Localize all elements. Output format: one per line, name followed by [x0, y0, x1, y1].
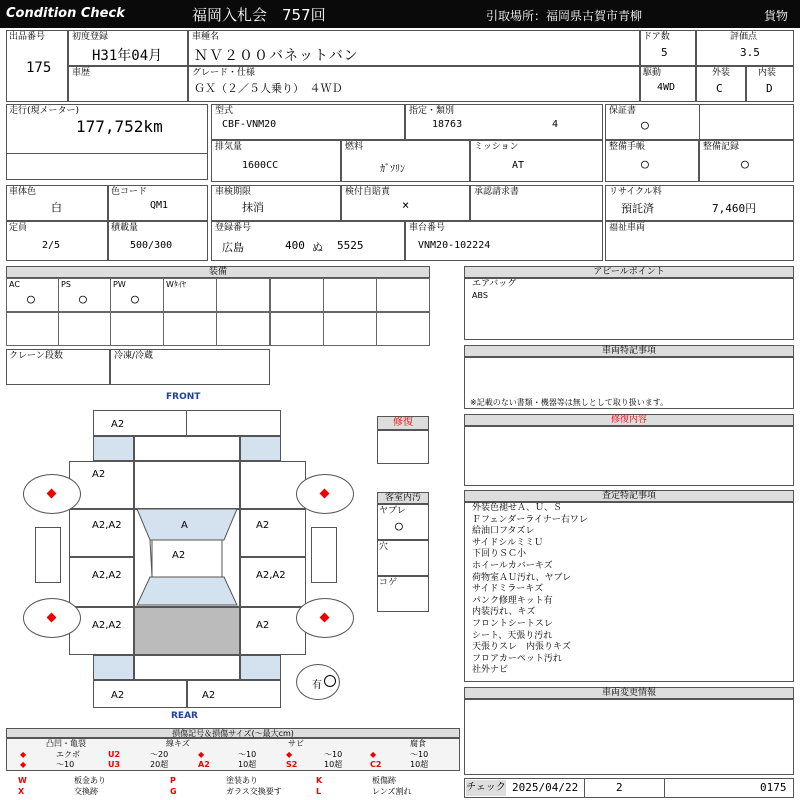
header-category: 貨物 — [764, 9, 789, 23]
inspect-line: 天張りスレ 内張りキズ — [472, 642, 571, 653]
inspect-line: 下回りＳＣ小 — [472, 549, 527, 560]
check-date: 2025/04/22 — [512, 781, 579, 794]
freezer-label: 冷凍/冷蔵 — [114, 351, 154, 361]
legend-text: 10超 — [238, 760, 257, 769]
legend-key-text: 板傷跡 — [372, 776, 396, 785]
appeal-line-1: エアバッグ — [472, 279, 517, 289]
capacity-label: 定員 — [9, 223, 28, 233]
load-label: 積載量 — [111, 223, 139, 233]
reg-no-area: 広島 — [222, 241, 244, 254]
room-yabure-label: ヤブレ — [379, 506, 406, 516]
check-divider-2 — [664, 778, 665, 798]
load-value: 500/300 — [130, 240, 173, 251]
legend-text: 〜10 — [56, 760, 75, 769]
legend-symbol: S2 — [286, 760, 298, 769]
repair-box — [377, 430, 429, 464]
inspect-line: 荷物室ＡＵ汚れ、ヤブレ — [472, 572, 572, 583]
equip-value: ○ — [131, 292, 139, 307]
legend-key-text: 交換跡 — [74, 787, 98, 796]
displacement-label: 排気量 — [215, 142, 243, 152]
color-code-label: 色コード — [111, 187, 148, 197]
mark-rear-right: A2 — [202, 690, 216, 701]
inspect-line: Ｆフェンダーライナー右ワレ — [472, 514, 588, 525]
interior-label: 内装 — [758, 68, 777, 78]
mark-quarter-left: A2,A2 — [92, 620, 122, 631]
header-pickup: 引取場所：福岡県古賀市青柳 — [486, 9, 643, 23]
mark-quarter-right: A2 — [256, 620, 270, 631]
equip-label: Wﾀｲﾔ — [166, 280, 186, 289]
roof-panel — [152, 540, 222, 577]
doors-label: ドア数 — [643, 32, 670, 42]
drive-label: 駆動 — [643, 68, 662, 78]
reg-no-number: 5525 — [337, 239, 364, 252]
legend-text: 20超 — [150, 760, 169, 769]
tax-label: 検付自賠責 — [345, 187, 391, 197]
score-value: 3.5 — [740, 46, 760, 59]
model-value: CBF-VNM20 — [222, 119, 277, 130]
check-code: 0175 — [760, 781, 787, 794]
legend-key-text: 板金あり — [74, 776, 106, 785]
exterior-value: C — [716, 82, 723, 95]
frame-value: VNM20-102224 — [418, 240, 491, 251]
legend-text: 〜10 — [238, 750, 257, 759]
inspect-line: フロントシートスレ — [472, 619, 553, 629]
equip-value: ○ — [27, 292, 35, 307]
manual-label: 整備手帳 — [609, 142, 646, 152]
displacement-value: 1600CC — [242, 160, 279, 171]
warranty-divider — [699, 104, 700, 140]
interior-value: D — [766, 82, 773, 95]
mark-door-left-front: A2,A2 — [92, 520, 122, 531]
equip-title: 装備 — [6, 266, 430, 278]
mark-fender-left: A2 — [92, 469, 106, 480]
record-value: ○ — [741, 157, 749, 172]
equip-cell — [376, 278, 430, 312]
car-name-label: 車種名 — [192, 32, 220, 42]
spare-label: 有 — [312, 680, 322, 691]
legend-head: 線キズ — [166, 739, 190, 748]
warranty-label: 保証書 — [609, 106, 637, 116]
legend-key-text: 塗装あり — [226, 776, 258, 785]
lot-value: 175 — [26, 60, 52, 76]
legend-symbol: ◆ — [370, 750, 377, 759]
equip-cell-empty — [376, 312, 430, 346]
grade-label: グレード・仕様 — [192, 68, 256, 78]
drive-value: 4WD — [657, 82, 676, 93]
manual-value: ○ — [641, 157, 649, 172]
history-label: 車歴 — [72, 68, 91, 78]
room-title: 客室内汚 — [377, 492, 429, 504]
inspect-line: 給油口フタズレ — [472, 526, 535, 537]
mark-glass: A — [181, 520, 188, 531]
inspect-line: サイドミラーキズ — [472, 584, 544, 595]
designation-v1: 18763 — [432, 119, 463, 130]
mission-label: ミッション — [474, 142, 519, 152]
record-label: 整備記録 — [703, 142, 740, 152]
legend-head: サビ — [288, 739, 304, 748]
mileage-label: 走行(現メーター) — [9, 106, 80, 116]
inspection-label: 車検期限 — [215, 187, 252, 197]
fuel-label: 燃料 — [345, 142, 364, 152]
inspect-line: 内装汚れ、キズ — [472, 607, 536, 618]
header-auction: 福岡入札会 757回 — [192, 6, 326, 24]
repair-content-body — [464, 426, 794, 486]
reg-no-class: 400 — [285, 239, 305, 252]
legend-head: 腐食 — [410, 739, 426, 748]
spare-icon — [324, 675, 336, 687]
warranty-value: ○ — [641, 118, 649, 133]
frame-label: 車台番号 — [409, 223, 446, 233]
legend-text: 10超 — [410, 760, 429, 769]
recycle-status: 預託済 — [621, 202, 654, 215]
change-title: 車両変更情報 — [464, 687, 794, 699]
legend-key-symbol: K — [316, 776, 323, 785]
model-label: 型式 — [215, 106, 234, 116]
mirror-right — [311, 527, 337, 583]
special-note: ※記載のない書類・機器等は無しとして取り扱います。 — [470, 398, 669, 407]
legend-text: 〜20 — [150, 750, 169, 759]
legend-symbol: ◆ — [20, 760, 27, 769]
check-label: チェック — [466, 780, 506, 796]
legend-key-symbol: W — [18, 776, 27, 785]
fuel-value: ｶﾞｿﾘﾝ — [380, 164, 405, 175]
lot-label: 出品番号 — [9, 32, 46, 42]
rear-label: REAR — [171, 711, 198, 721]
score-label: 評価点 — [730, 32, 758, 42]
inspect-line: シート、天張り汚れ — [472, 630, 553, 641]
equip-label: PS — [61, 280, 71, 289]
body-color-label: 車体色 — [9, 187, 37, 197]
change-body — [464, 699, 794, 775]
inspection-value: 抹消 — [242, 201, 264, 214]
legend-symbol: C2 — [370, 760, 382, 769]
mark-door-left-rear: A2,A2 — [92, 570, 122, 581]
color-code-value: QM1 — [150, 200, 169, 211]
inspect-line: ホイールカバーキズ — [472, 561, 553, 571]
capacity-value: 2/5 — [42, 240, 61, 251]
mission-value: AT — [512, 160, 525, 171]
doors-value: 5 — [661, 46, 668, 59]
designation-v2: 4 — [552, 119, 559, 130]
appeal-title: アピールポイント — [464, 266, 794, 278]
appeal-line-2: ABS — [472, 291, 488, 300]
inspect-line: フロアカーペット汚れ — [472, 653, 562, 664]
legend-symbol: U3 — [108, 760, 121, 769]
legend-text: エクボ — [56, 750, 80, 759]
front-label: FRONT — [166, 392, 201, 402]
legend-key-symbol: X — [18, 787, 25, 796]
welfare-label: 福祉車両 — [609, 223, 646, 233]
check-num: 2 — [616, 781, 623, 794]
check-divider-1 — [584, 778, 585, 798]
repair-title: 修復 — [377, 416, 429, 430]
inspect-line: 外装色褪せＡ、Ｕ、Ｓ — [472, 503, 563, 513]
legend-key-symbol: G — [170, 787, 177, 796]
reg-no-label: 登録番号 — [215, 223, 252, 233]
mark-roof: A2 — [172, 550, 186, 561]
mirror-left — [35, 527, 61, 583]
inspect-line: 社外ナビ — [472, 665, 509, 676]
recycle-label: リサイクル料 — [609, 187, 662, 197]
mileage-value: 177,752km — [76, 117, 163, 136]
car-name-value: ＮＶ２００バネットバン — [194, 48, 359, 64]
inspect-line: サイドシルミミＵ — [472, 537, 544, 548]
room-koge-label: コゲ — [379, 578, 398, 588]
equip-value: ○ — [79, 292, 87, 307]
legend-symbol: U2 — [108, 750, 121, 759]
equip-label: PW — [113, 280, 126, 289]
room-yabure-value: ○ — [395, 519, 403, 534]
legend-key-text: レンズ割れ — [372, 787, 412, 796]
mark-door-right-front: A2 — [256, 520, 270, 531]
mark-front: A2 — [111, 419, 125, 430]
repair-content-title: 修復内容 — [464, 414, 794, 426]
grade-value: ＧＸ（２／５人乗り） ４ＷＤ — [194, 82, 343, 95]
legend-symbol: A2 — [198, 760, 210, 769]
legend-text: 〜10 — [410, 750, 429, 759]
legend-text: 10超 — [324, 760, 343, 769]
designation-label: 指定・類別 — [409, 106, 455, 116]
approval-label: 承認請求書 — [474, 187, 520, 197]
crane-label: クレーン段数 — [9, 351, 63, 361]
mark-door-right-rear: A2,A2 — [256, 570, 286, 581]
legend-key-text: ガラス交換要す — [226, 787, 282, 796]
room-ana-label: 穴 — [379, 542, 389, 552]
inspect-title: 査定特記事項 — [464, 490, 794, 502]
inspect-line: パンク修理キット有 — [472, 595, 553, 606]
legend-symbol: ◆ — [198, 750, 205, 759]
recycle-fee: 7,460円 — [712, 202, 757, 215]
body-color-value: 白 — [51, 201, 62, 214]
legend-key-symbol: P — [170, 776, 176, 785]
tax-value: × — [402, 198, 410, 212]
legend-text: 〜10 — [324, 750, 343, 759]
legend-symbol: ◆ — [286, 750, 293, 759]
special-title: 車両特記事項 — [464, 345, 794, 357]
legend-head: 凸凹・亀裂 — [46, 739, 86, 748]
header-cc-label: Condition Check — [6, 6, 125, 21]
reg-no-kana: ぬ — [312, 241, 323, 254]
legend-symbol: ◆ — [20, 750, 27, 759]
rear-glass — [137, 577, 237, 605]
legend-key-symbol: L — [316, 787, 322, 796]
first-reg-label: 初度登録 — [72, 32, 109, 42]
exterior-label: 外装 — [712, 68, 731, 78]
first-reg-value: H31年04月 — [92, 48, 163, 64]
legend-title: 損傷記号＆損傷サイズ(〜最大cm) — [6, 728, 460, 738]
mark-rear-left: A2 — [111, 690, 125, 701]
equip-label: AC — [9, 280, 20, 289]
